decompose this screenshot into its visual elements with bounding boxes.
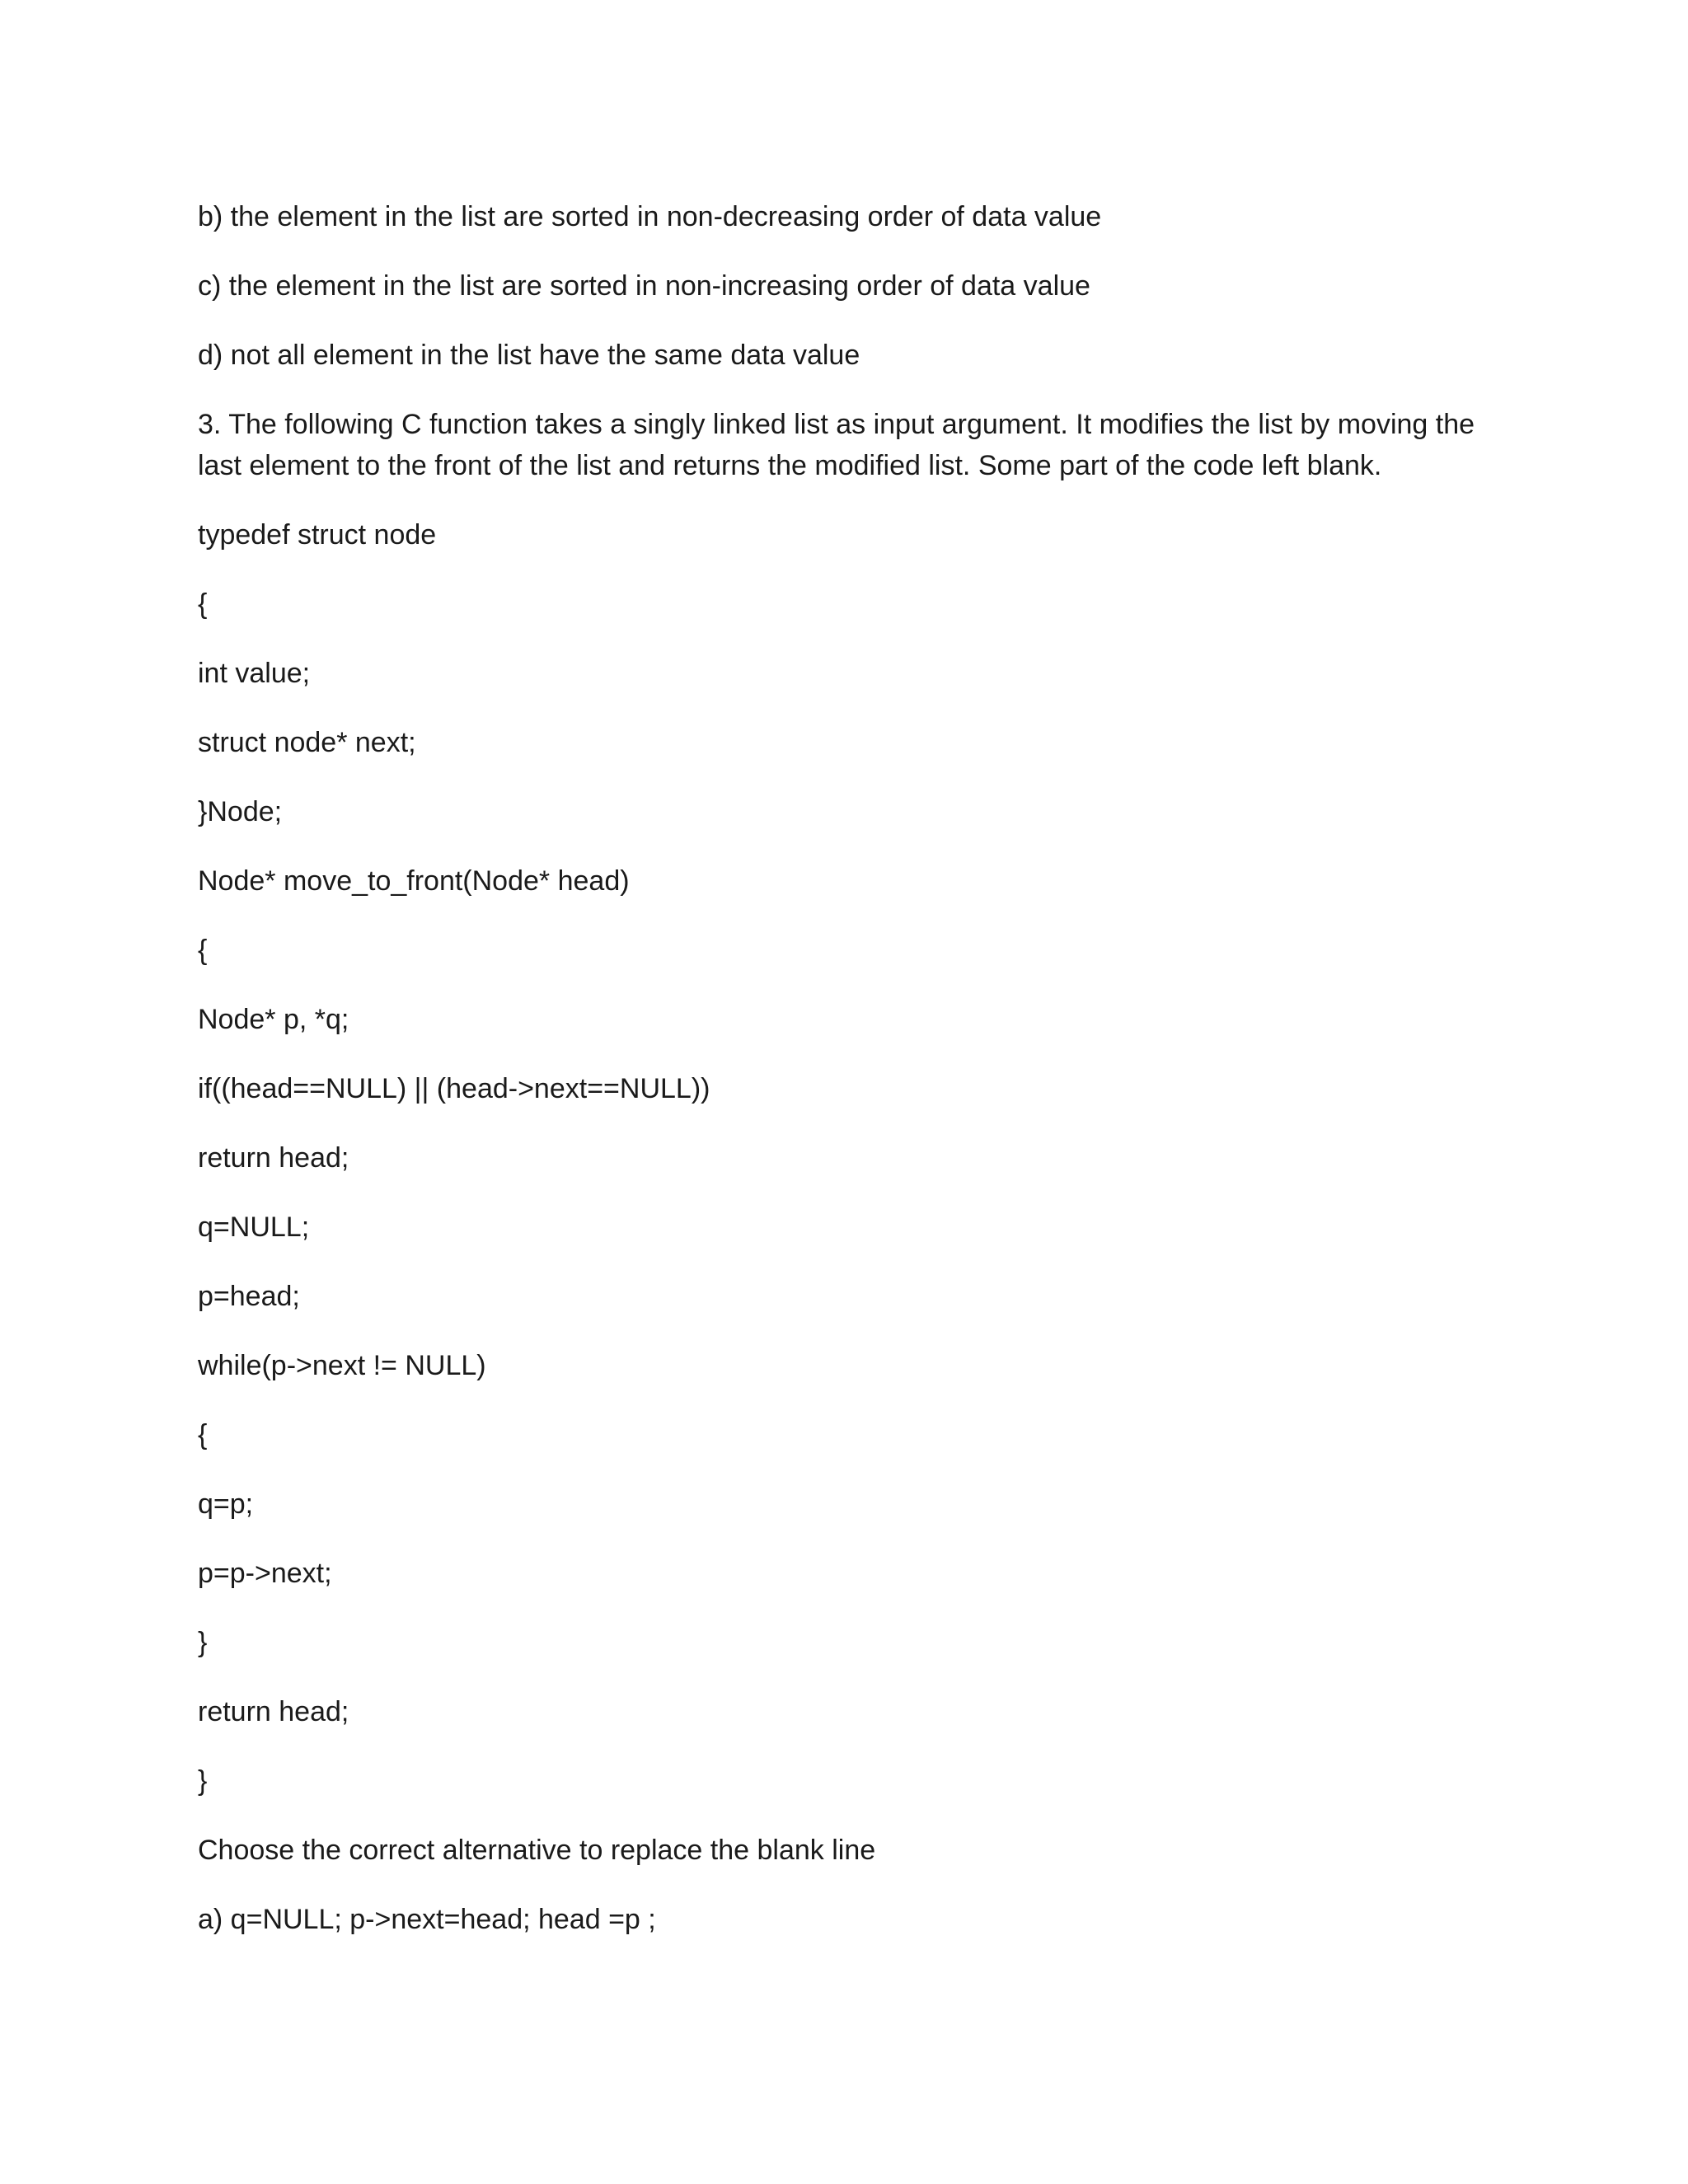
code-line-next-pointer: struct node* next;	[198, 727, 416, 758]
option-c-text: c) the element in the list are sorted in non-increasing order of data value	[198, 270, 1090, 302]
code-line-close-brace: }	[198, 1765, 208, 1797]
question-3-line-2: last element to the front of the list and returns the modified list. Some part of the code left blank.	[198, 450, 1382, 481]
code-line-close-brace: }	[198, 1627, 208, 1658]
code-line-return-head: return head;	[198, 1696, 349, 1727]
option-d-text: d) not all element in the list have the same data value	[198, 340, 860, 371]
option-a-text: a) q=NULL; p->next=head; head =p ;	[198, 1904, 656, 1935]
code-line-return-head: return head;	[198, 1142, 349, 1174]
code-line-open-brace: {	[198, 588, 208, 620]
code-line-p-head: p=head;	[198, 1281, 300, 1312]
code-line-open-brace: {	[198, 935, 208, 966]
code-line-close-node: }Node;	[198, 796, 283, 827]
code-line-int-value: int value;	[198, 658, 311, 689]
question-prompt: Choose the correct alternative to replace the blank line	[198, 1835, 876, 1866]
code-line-q-null: q=NULL;	[198, 1212, 310, 1243]
code-line-while-loop: while(p->next != NULL)	[198, 1350, 486, 1381]
code-line-typedef: typedef struct node	[198, 519, 437, 551]
question-3-line-1: 3. The following C function takes a singly linked list as input argument. It modifies the list by moving the	[198, 409, 1475, 440]
code-line-p-advance: p=p->next;	[198, 1558, 332, 1589]
code-line-q-assign-p: q=p;	[198, 1488, 254, 1520]
option-b-text: b) the element in the list are sorted in non-decreasing order of data value	[198, 201, 1102, 232]
code-line-function-signature: Node* move_to_front(Node* head)	[198, 865, 630, 897]
code-line-declare-pointers: Node* p, *q;	[198, 1004, 349, 1035]
code-line-open-brace: {	[198, 1419, 208, 1451]
code-line-if-condition: if((head==NULL) || (head->next==NULL))	[198, 1073, 710, 1104]
